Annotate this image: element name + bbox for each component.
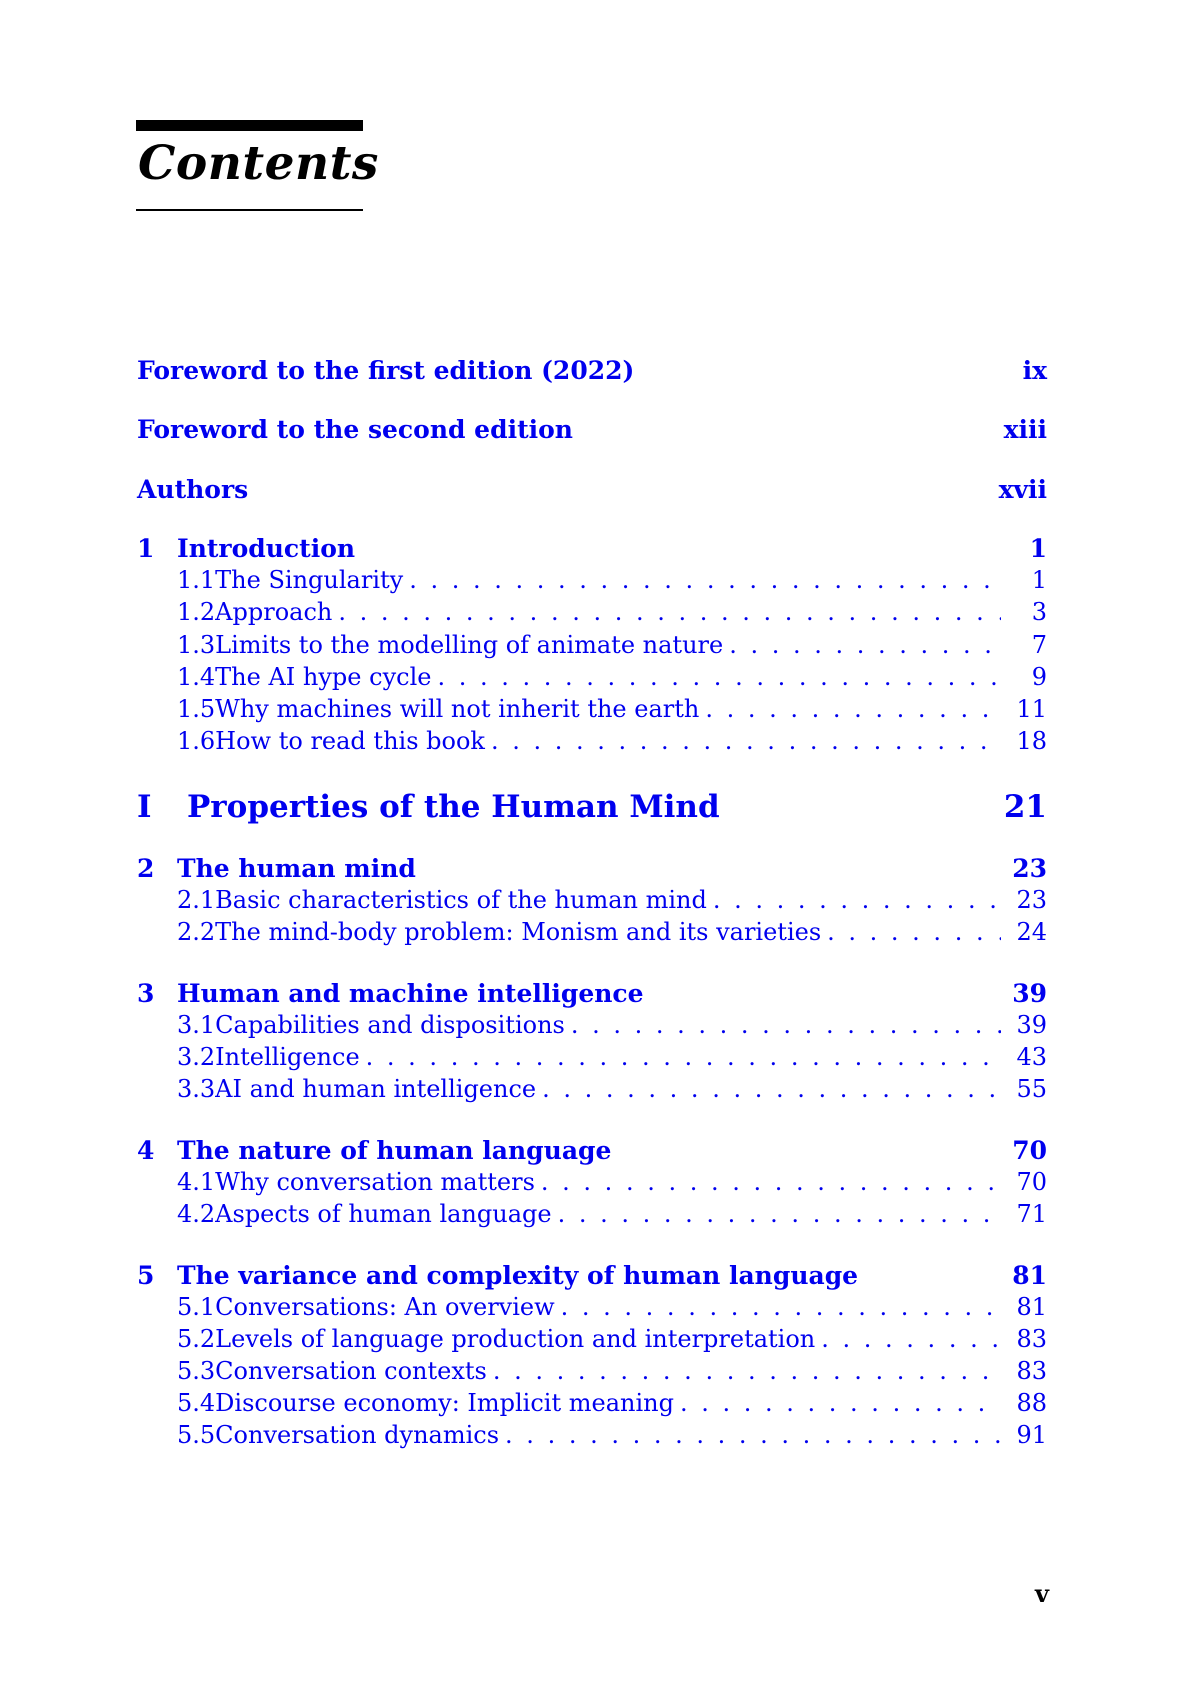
toc-section-entry[interactable] [137,663,1047,691]
toc-chapter-entry[interactable] [137,1261,1047,1290]
toc-entry-number: 5.5 [177,1421,216,1449]
toc-entry-page[interactable]: 7 [1031,631,1047,659]
dot-leader [360,1043,1001,1071]
toc-entry-label[interactable]: The nature of human language [177,1136,612,1165]
toc-entry-page[interactable]: 81 [1016,1293,1047,1321]
dot-leader [536,1075,1001,1103]
toc-section-entry[interactable] [137,1200,1047,1228]
toc-entry-label[interactable]: Capabilities and dispositions [215,1011,565,1039]
toc-section-entry[interactable] [137,1325,1047,1353]
toc-part-entry[interactable] [137,789,1047,825]
toc-entry-label[interactable]: How to read this book [215,727,485,755]
toc-section-entry[interactable] [137,1357,1047,1385]
toc-entry-number: 3 [137,979,155,1008]
toc-chapter-entry[interactable] [137,854,1047,883]
dot-leader [332,598,1001,626]
toc-entry-number: 2 [137,854,155,883]
toc-entry-label[interactable]: Conversation dynamics [215,1421,500,1449]
toc-entry-label[interactable]: Introduction [177,534,356,563]
dot-leader [403,566,1001,594]
title-rule-top [136,120,363,131]
toc-entry-label[interactable]: Conversation contexts [215,1357,487,1385]
toc-entry-page[interactable]: 1 [1031,566,1047,594]
dot-leader [485,727,1001,755]
toc-entry-label[interactable]: Authors [137,475,249,504]
toc-entry-page[interactable]: 11 [1016,695,1047,723]
toc-chapter-entry[interactable] [137,534,1047,563]
dot-leader [431,663,1001,691]
toc-entry-page[interactable]: 70 [1012,1136,1047,1165]
dot-leader [487,1357,1001,1385]
toc-entry-page[interactable]: 83 [1016,1325,1047,1353]
toc-section-entry[interactable] [137,727,1047,755]
toc-entry-label[interactable]: Approach [215,598,333,626]
toc-section-entry[interactable] [137,631,1047,659]
toc-entry-label[interactable]: The variance and complexity of human language [177,1261,859,1290]
toc-entry-page[interactable]: 3 [1031,598,1047,626]
toc-entry-label[interactable]: Foreword to the first edition (2022) [137,356,635,385]
toc-entry-page[interactable]: 88 [1016,1389,1047,1417]
toc-entry-page[interactable]: 23 [1012,854,1047,883]
toc-section-entry[interactable] [137,1011,1047,1039]
toc-entry-number: I [137,789,152,825]
toc-entry-label[interactable]: Why machines will not inherit the earth [215,695,700,723]
dot-leader [699,695,1001,723]
toc-entry-number: 5 [137,1261,155,1290]
toc-entry-label[interactable]: Conversations: An overview [215,1293,555,1321]
dot-leader [535,1168,1001,1196]
toc-chapter-entry[interactable] [137,1136,1047,1165]
toc-entry-page[interactable]: 81 [1012,1261,1047,1290]
toc-entry-page[interactable]: 43 [1016,1043,1047,1071]
toc-section-entry[interactable] [137,1168,1047,1196]
toc-entry-number: 1.6 [177,727,216,755]
toc-section-entry[interactable] [137,1389,1047,1417]
toc-entry-page[interactable]: 71 [1016,1200,1047,1228]
toc-entry-number: 3.2 [177,1043,216,1071]
dot-leader [552,1200,1001,1228]
toc-section-entry[interactable] [137,886,1047,914]
toc-entry-page[interactable]: 1 [1029,534,1047,563]
toc-entry-number: 2.1 [177,886,216,914]
toc-entry-label[interactable]: Basic characteristics of the human mind [215,886,707,914]
toc-entry-number: 1 [137,534,155,563]
toc-section-entry[interactable] [137,695,1047,723]
toc-entry-page[interactable]: 55 [1016,1075,1047,1103]
dot-leader [723,631,1001,659]
dot-leader [707,886,1001,914]
toc-entry-number: 3.3 [177,1075,216,1103]
dot-leader [499,1421,1001,1449]
toc-entry-label[interactable]: Why conversation matters [215,1168,535,1196]
toc-entry-number: 4.1 [177,1168,216,1196]
toc-entry-label[interactable]: The mind-body problem: Monism and its varieties [215,918,822,946]
toc-entry-label[interactable]: Levels of language production and interpretation [215,1325,816,1353]
toc-entry-page[interactable]: xiii [1003,415,1047,444]
toc-chapter-entry[interactable] [137,979,1047,1008]
toc-entry-page[interactable]: 18 [1016,727,1047,755]
toc-entry-number: 1.4 [177,663,216,691]
toc-entry-number: 5.3 [177,1357,216,1385]
toc-entry-page[interactable]: ix [1022,356,1047,385]
toc-entry-number: 1.5 [177,695,216,723]
toc-entry-label[interactable]: Limits to the modelling of animate nature [215,631,724,659]
toc-entry-number: 1.1 [177,566,216,594]
toc-entry-number: 1.3 [177,631,216,659]
toc-entry-number: 5.4 [177,1389,216,1417]
toc-entry-label[interactable]: Human and machine intelligence [177,979,644,1008]
toc-entry-page[interactable]: 23 [1016,886,1047,914]
toc-entry-number: 5.1 [177,1293,216,1321]
toc-entry-page[interactable]: 24 [1016,918,1047,946]
dot-leader [815,1325,1001,1353]
toc-entry-label[interactable]: Discourse economy: Implicit meaning [215,1389,674,1417]
dot-leader [821,918,1001,946]
page-number: v [1035,1579,1049,1608]
toc-section-entry[interactable] [137,598,1047,626]
toc-entry-number: 4 [137,1136,155,1165]
toc-entry-page[interactable]: 39 [1016,1011,1047,1039]
toc-entry-number: 1.2 [177,598,216,626]
dot-leader [674,1389,1001,1417]
toc-entry-label[interactable]: The AI hype cycle [215,663,432,691]
toc-section-entry[interactable] [137,1075,1047,1103]
toc-entry-page[interactable]: 9 [1031,663,1047,691]
page-title: Contents [138,136,379,191]
toc-section-entry[interactable] [137,918,1047,946]
toc-chapter-entry[interactable] [137,415,1047,444]
toc-chapter-entry[interactable] [137,356,1047,385]
title-rule-bottom [136,209,363,211]
toc-entry-label[interactable]: Aspects of human language [215,1200,552,1228]
toc-section-entry[interactable] [137,1293,1047,1321]
toc-entry-label[interactable]: AI and human intelligence [215,1075,537,1103]
toc-entry-label[interactable]: Intelligence [215,1043,360,1071]
toc-chapter-entry[interactable] [137,475,1047,504]
toc-entry-label[interactable]: The human mind [177,854,416,883]
toc-entry-number: 2.2 [177,918,216,946]
toc-entry-page[interactable]: 83 [1016,1357,1047,1385]
toc-section-entry[interactable] [137,566,1047,594]
toc-entry-page[interactable]: 21 [1003,789,1047,825]
dot-leader [555,1293,1001,1321]
toc-entry-page[interactable]: xvii [998,475,1047,504]
toc-section-entry[interactable] [137,1421,1047,1449]
toc-entry-label[interactable]: Properties of the Human Mind [187,789,720,825]
toc-entry-page[interactable]: 39 [1012,979,1047,1008]
dot-leader [565,1011,1001,1039]
toc-entry-number: 3.1 [177,1011,216,1039]
toc-section-entry[interactable] [137,1043,1047,1071]
toc-entry-page[interactable]: 91 [1016,1421,1047,1449]
toc-entry-number: 5.2 [177,1325,216,1353]
toc-entry-number: 4.2 [177,1200,216,1228]
toc-entry-label[interactable]: Foreword to the second edition [137,415,573,444]
toc-entry-label[interactable]: The Singularity [215,566,404,594]
toc-entry-page[interactable]: 70 [1016,1168,1047,1196]
